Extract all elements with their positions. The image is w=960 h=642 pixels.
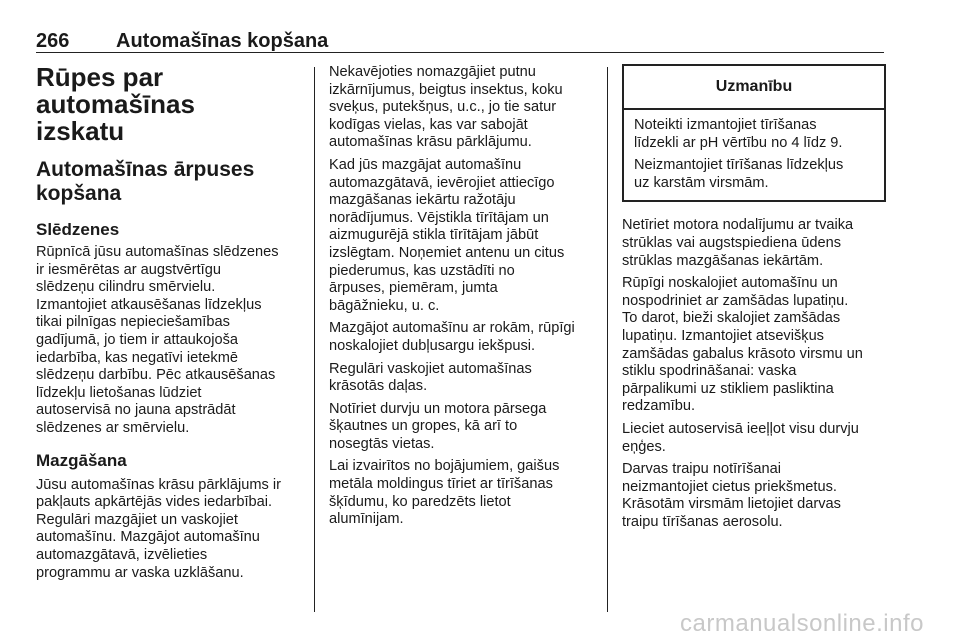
watermark: carmanualsonline.info (680, 610, 924, 637)
paragraph: Darvas traipu notīrīšanai neizmantojiet cietus priekšmetus. Krāsotām virsmām lietojiet darvas traipu tīrīšanas aerosolu. (622, 461, 841, 530)
header-divider (36, 52, 884, 53)
caution-box (622, 64, 886, 202)
column-1 (36, 64, 298, 582)
chapter-title: Automašīnas kopšana (116, 30, 329, 52)
paragraph: Rūpnīcā jūsu automašīnas slēdzenes ir iesmērētas ar augstvērtīgu slēdzeņu cilindru smērvielu. Izmantojiet atkausēšanas līdzekļus tikai pilnīgas nepieciešamības gadījumā, jo tiem ir attaukojoša iedarbība, kas negatīvi ietekmē slēdzeņu darbību. Pēc atkausēšanas līdzekļu lietošanas lūdziet autoservisā no jauna apstrādāt slēdzenes ar smērvielu. (36, 244, 279, 436)
paragraph: Lieciet autoservisā ieeļļot visu durvju eņģes. (622, 420, 859, 455)
paragraph: Netīriet motora nodalījumu ar tvaika strūklas vai augstspiediena ūdens strūklas mazgāšanas iekārtām. (622, 217, 854, 269)
heading-locks: Slēdzenes (36, 220, 120, 239)
paragraph: Jūsu automašīnas krāsu pārklājums ir pakļauts apkārtējās vides iedarbībai. Regulāri mazgājiet un vaskojiet automašīnu. Mazgājot automašīnu automazgātavā, izvēlieties programmu ar vaska uzklāšanu. (36, 476, 281, 581)
caution-text: Noteikti izmantojiet tīrīšanas līdzekli ar pH vērtību no 4 līdz 9. (634, 117, 843, 151)
paragraph: Notīriet durvju un motora pārsega šķautnes un gropes, kā arī to nosegtās vietas. (329, 400, 547, 452)
caution-text: Neizmantojiet tīrīšanas līdzekļus uz karstām virsmām. (634, 157, 844, 191)
paragraph: Mazgājot automašīnu ar rokām, rūpīgi noskalojiet dubļusargu iekšpusi. (329, 320, 575, 354)
page-number: 266 (36, 30, 70, 52)
section-title: Rūpes par automašīnas izskatu (36, 62, 195, 146)
paragraph: Lai izvairītos no bojājumiem, gaišus metāla moldingus tīriet ar tīrīšanas šķīdumu, ko paredzēts lietot alumīnijam. (329, 458, 560, 528)
column-divider-2 (607, 67, 608, 612)
subsection-title: Automašīnas ārpuses kopšana (36, 158, 255, 205)
page-header (36, 30, 328, 53)
column-3 (622, 64, 886, 531)
caution-body (624, 110, 884, 200)
column-2 (329, 64, 594, 529)
caution-title: Uzmanību (624, 66, 884, 110)
heading-washing: Mazgāšana (36, 450, 127, 470)
paragraph: Rūpīgi noskalojiet automašīnu un nospodriniet ar zamšādas lupatiņu. To darot, bieži skalojiet zamšādas lupatiņu. Izmantojiet atsevišķus zamšādas gabalus krāsoto virsmu un stiklu spodrināšanai: vaska pārpalikumi uz stikliem pasliktina redzamību. (622, 275, 863, 415)
paragraph: Kad jūs mazgājat automašīnu automazgātavā, ievērojiet attiecīgo mazgāšanas iekārtu ražotāju norādījumus. Vējstikla tīrītājam un aizmugurējā stikla tīrītājam jābūt izslēgtam. Noņemiet antenu un citus piederumus, kas uzstādīti no ārpuses, piemēram, jumta bāgāžnieku, u. c. (329, 156, 565, 314)
paragraph: Nekavējoties nomazgājiet putnu izkārnījumus, beigtus insektus, koku sveķus, putekšņus, u.c., jo tie satur kodīgas vielas, kas var sabojāt automašīnas krāsu pārklājumu. (329, 64, 563, 151)
column-divider-1 (314, 67, 315, 612)
paragraph: Regulāri vaskojiet automašīnas krāsotās daļas. (329, 360, 532, 395)
column-3-text (622, 217, 886, 531)
